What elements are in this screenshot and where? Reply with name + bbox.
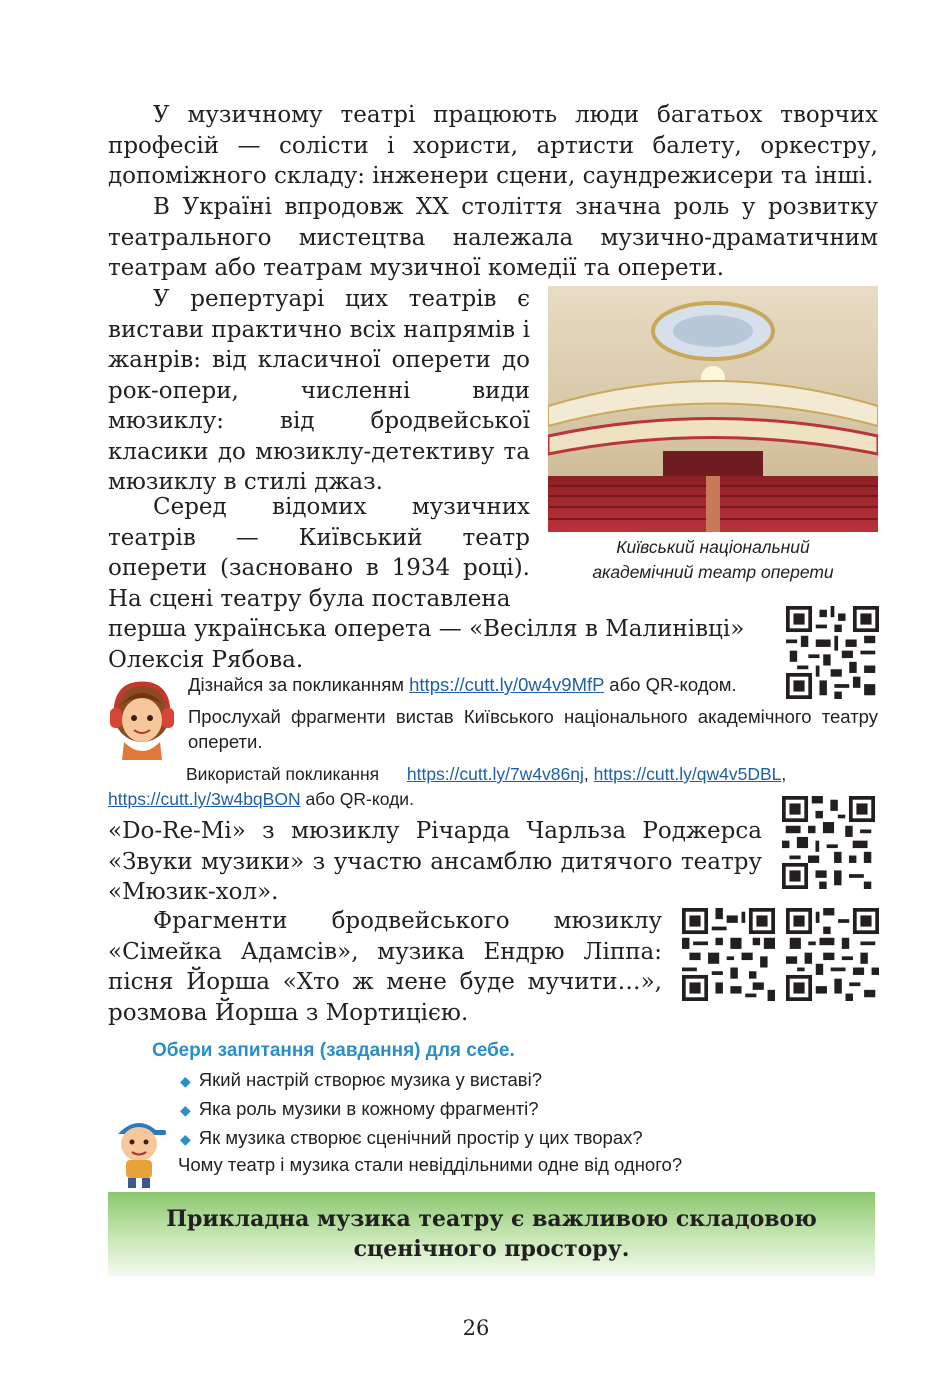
links-note: Використай покликання https://cutt.ly/7w4v86nj, https://cutt.ly/qw4v5DBL, https://cutt.ly/3w4bqBON або QR-коди. xyxy=(108,764,787,809)
summary-line2: сценічного простору. xyxy=(353,1236,630,1262)
theatre-hall-image xyxy=(548,286,878,532)
diamond-bullet-icon: ◆ xyxy=(180,1131,191,1147)
photo-caption-line2: академічний театр оперети xyxy=(592,562,834,582)
qr-code-operetta[interactable] xyxy=(786,606,879,699)
theatre-photo xyxy=(548,286,878,532)
summary-banner xyxy=(108,1192,875,1276)
paragraph-repertoire: У репертуарі цих театрів є вистави практично всіх напрямів і жанрів: від класичної оперети до рок-опери, численні види мюзиклу: від бродвейської класики до мюзиклу-детективу та мюзиклу в стилі джаз. xyxy=(108,286,530,495)
paragraph-kyiv-operetta: Серед відомих музичних театрів — Київський театр оперети (засновано в 1934 році). На сцені театру була поставлена xyxy=(108,494,530,612)
qr-code-addams-song[interactable] xyxy=(682,908,775,1001)
summary-line1: Прикладна музика театру є важливою складовою xyxy=(166,1206,817,1232)
fragment-addams-family: Фрагменти бродвейського мюзиклу «Сімейка Адамсів», музика Ендрю Ліппа: пісня Йорша «Хто ж мене буде мучити…», розмова Йорша з Мортицією. xyxy=(108,908,662,1026)
page-number: 26 xyxy=(462,1316,490,1340)
links-note-prefix: Використай покликання xyxy=(186,764,380,784)
learn-note xyxy=(188,672,737,697)
links-note-suffix: або QR-коди. xyxy=(300,789,414,809)
link-do-re-mi[interactable]: https://cutt.ly/7w4v86nj xyxy=(406,764,584,784)
girl-headphones-icon xyxy=(106,676,178,760)
final-question: Чому театр і музика стали невіддільними одне від одного? xyxy=(178,1154,683,1175)
link-addams-1[interactable]: https://cutt.ly/qw4v5DBL xyxy=(593,764,782,784)
learn-note-prefix: Дізнайся за покликанням xyxy=(188,674,410,695)
paragraph-kyiv-operetta-end: перша українська оперета — «Весілля в Малинівці» Олексія Рябова. xyxy=(108,616,745,673)
photo-caption-line1: Київський національний xyxy=(616,537,810,557)
photo-caption xyxy=(548,535,878,585)
question-item: ◆ Яка роль музики в кожному фрагменті? xyxy=(180,1098,539,1119)
questions-heading: Обери запитання (завдання) для себе. xyxy=(152,1040,515,1061)
qr-code-do-re-mi[interactable] xyxy=(782,796,875,889)
listen-note: Прослухай фрагменти вистав Київського національного академічного театру оперети. xyxy=(188,706,878,752)
questions-list xyxy=(180,1066,643,1153)
diamond-bullet-icon: ◆ xyxy=(180,1073,191,1089)
question-item: ◆ Який настрій створює музика у виставі? xyxy=(180,1069,543,1090)
paragraph-professions: У музичному театрі працюють люди багатьох творчих професій — солісти і хористи, артисти балету, оркестру, допоміжного складу: інженери сцени, саундрежисери та інші. xyxy=(108,102,878,189)
link-addams-2[interactable]: https://cutt.ly/3w4bqBON xyxy=(108,789,301,809)
diamond-bullet-icon: ◆ xyxy=(180,1102,191,1118)
paragraph-ukraine-theatres: В Україні впродовж ХХ століття значна роль у розвитку театрального мистецтва належала музично-драматичним театрам або театрам музичної комедії та оперети. xyxy=(108,194,878,281)
question-item: ◆ Як музика створює сценічний простір у цих творах? xyxy=(180,1127,643,1148)
learn-link[interactable]: https://cutt.ly/0w4v9MfP xyxy=(409,674,605,695)
fragment-do-re-mi: «Do-Re-Mi» з мюзиклу Річарда Чарльза Роджерса «Звуки музики» з участю ансамблю дитячого театру «Мюзик-хол». xyxy=(108,818,762,905)
learn-note-suffix: або QR-кодом. xyxy=(604,674,737,695)
qr-code-addams-dialogue[interactable] xyxy=(786,908,879,1001)
boy-cap-icon xyxy=(110,1112,168,1190)
